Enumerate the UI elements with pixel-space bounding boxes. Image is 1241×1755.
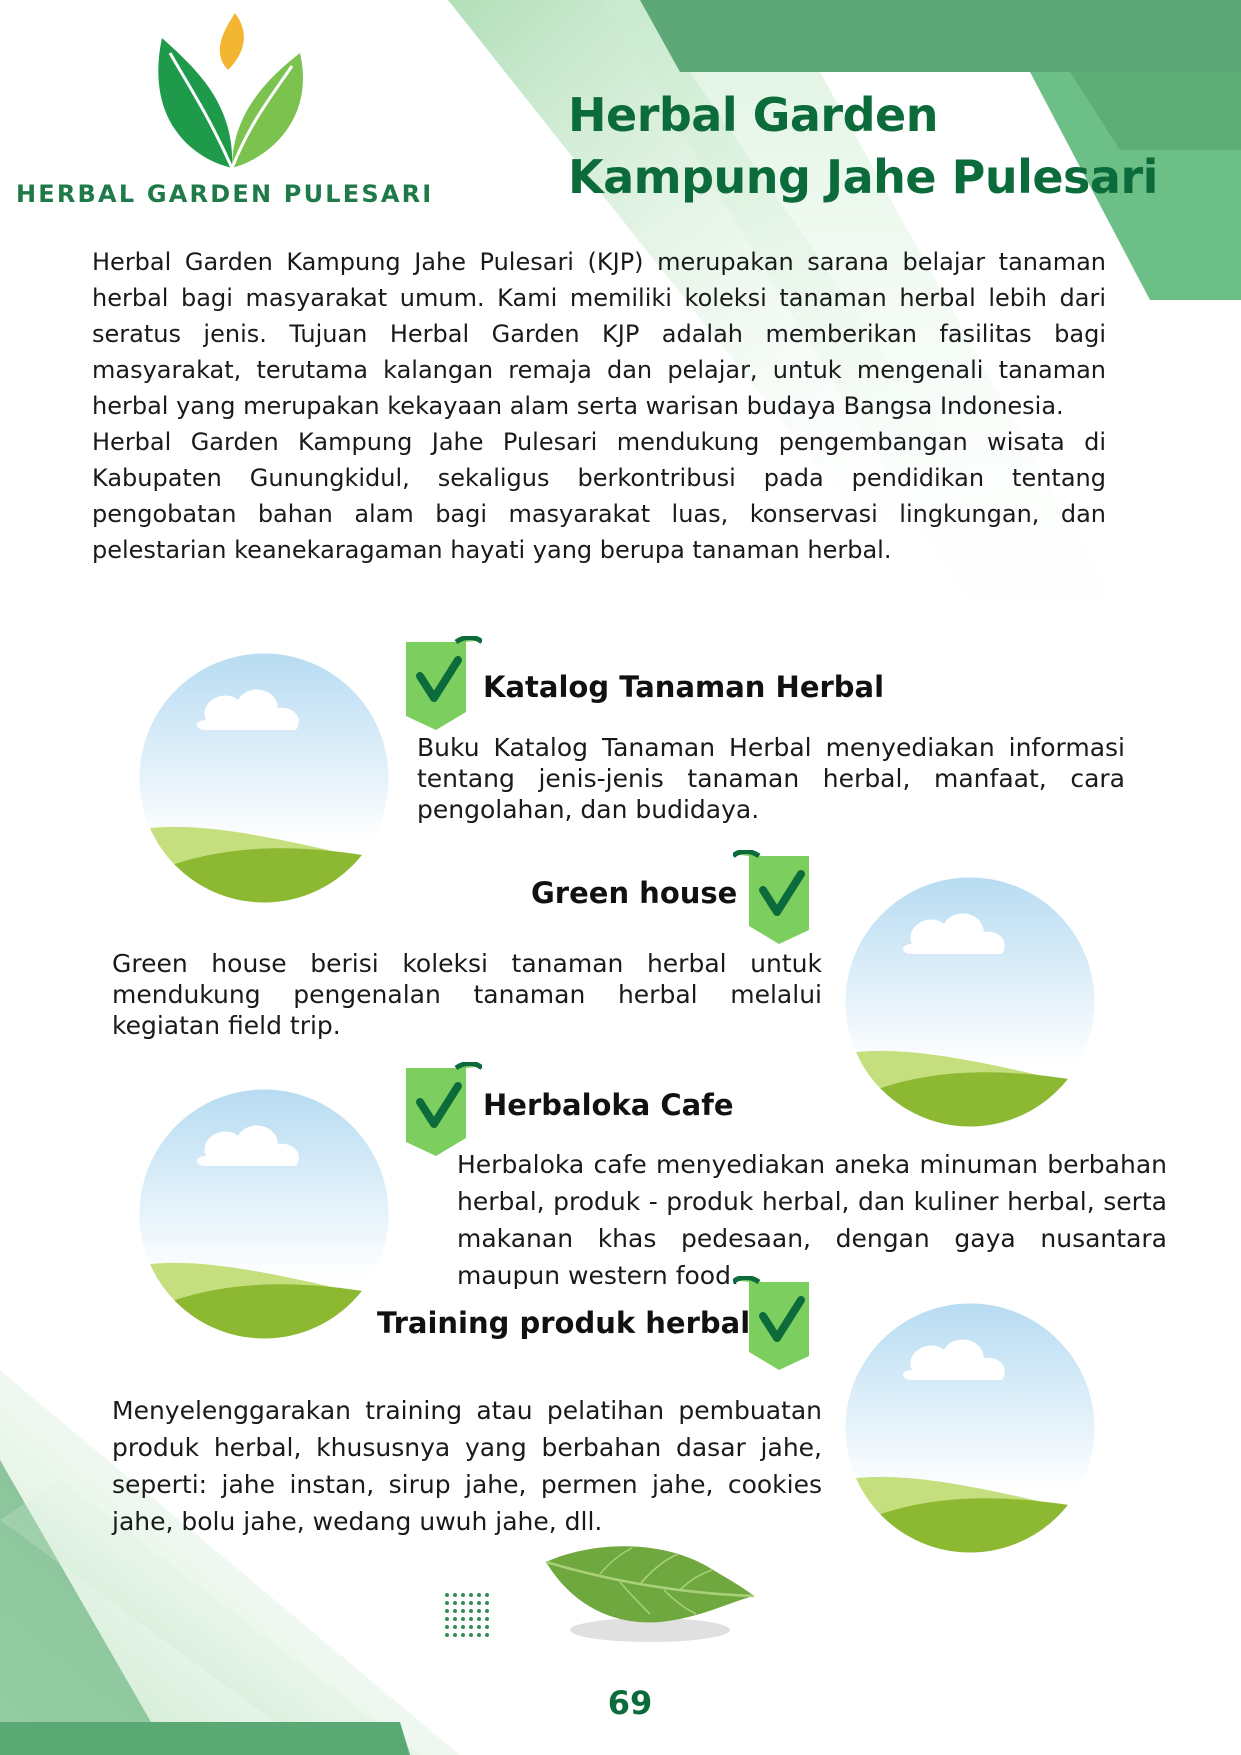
feature-3-title: Herbaloka Cafe bbox=[483, 1088, 734, 1122]
feature-1-image-placeholder bbox=[136, 650, 392, 906]
intro-text bbox=[92, 244, 1106, 568]
placeholder-landscape-icon bbox=[842, 1300, 1098, 1556]
feature-3-description: Herbaloka cafe menyediakan aneka minuman berbahan herbal, produk - produk herbal, dan kuliner herbal, serta makanan khas pedesaan, dengan gaya nusantara maupun western food. bbox=[457, 1150, 1167, 1290]
logo bbox=[10, 8, 450, 208]
feature-4-title: Training produk herbal bbox=[377, 1306, 751, 1340]
page-number: 69 bbox=[607, 1684, 653, 1722]
feature-4-description: Menyelenggarakan training atau pelatihan pembuatan produk herbal, khususnya yang berbahan dasar jahe, seperti: jahe instan, sirup jahe, permen jahe, cookies jahe, bolu jahe, wedang uwuh jahe, dll. bbox=[112, 1396, 822, 1536]
placeholder-landscape-icon bbox=[136, 650, 392, 906]
feature-1-title: Katalog Tanaman Herbal bbox=[483, 670, 885, 704]
leaf-logo-icon bbox=[150, 8, 310, 178]
intro-paragraph-2: Herbal Garden Kampung Jahe Pulesari mendukung pengembangan wisata di Kabupaten Gunungkidul, sekaligus berkontribusi pada pendidikan tentang pengobatan bahan alam bagi masyarakat luas, konservasi lingkungan, dan pelestarian keanekaragaman hayati yang berupa tanaman herbal. bbox=[92, 428, 1106, 564]
checkmark-icon bbox=[406, 636, 482, 730]
feature-2-title: Green house bbox=[531, 876, 738, 910]
checkmark-icon bbox=[733, 850, 809, 944]
title-line-2: Kampung Jahe Pulesari bbox=[568, 150, 1158, 204]
intro-paragraph-1: Herbal Garden Kampung Jahe Pulesari (KJP) merupakan sarana belajar tanaman herbal bagi masyarakat umum. Kami memiliki koleksi tanaman herbal lebih dari seratus jenis. Tujuan Herbal Garden KJP adalah memberikan fasilitas bagi masyarakat, terutama kalangan remaja dan pelajar, untuk mengenali tanaman herbal yang merupakan kekayaan alam serta warisan budaya Bangsa Indonesia. bbox=[92, 248, 1106, 420]
feature-3-image-placeholder bbox=[136, 1086, 392, 1342]
leaf-icon bbox=[540, 1538, 760, 1648]
title-line-1: Herbal Garden bbox=[568, 88, 938, 142]
placeholder-landscape-icon bbox=[136, 1086, 392, 1342]
feature-2-description: Green house berisi koleksi tanaman herbal untuk mendukung pengenalan tanaman herbal melalui kegiatan field trip. bbox=[112, 949, 822, 1040]
feature-4-image-placeholder bbox=[842, 1300, 1098, 1556]
feature-2-image-placeholder bbox=[842, 874, 1098, 1130]
checkmark-icon bbox=[406, 1062, 482, 1156]
placeholder-landscape-icon bbox=[842, 874, 1098, 1130]
page-title bbox=[568, 84, 1158, 208]
logo-text: HERBAL GARDEN PULESARI bbox=[16, 180, 434, 208]
feature-1-description: Buku Katalog Tanaman Herbal menyediakan informasi tentang jenis-jenis tanaman herbal, manfaat, cara pengolahan, dan budidaya. bbox=[417, 733, 1125, 824]
dot-pattern-icon bbox=[444, 1592, 496, 1642]
